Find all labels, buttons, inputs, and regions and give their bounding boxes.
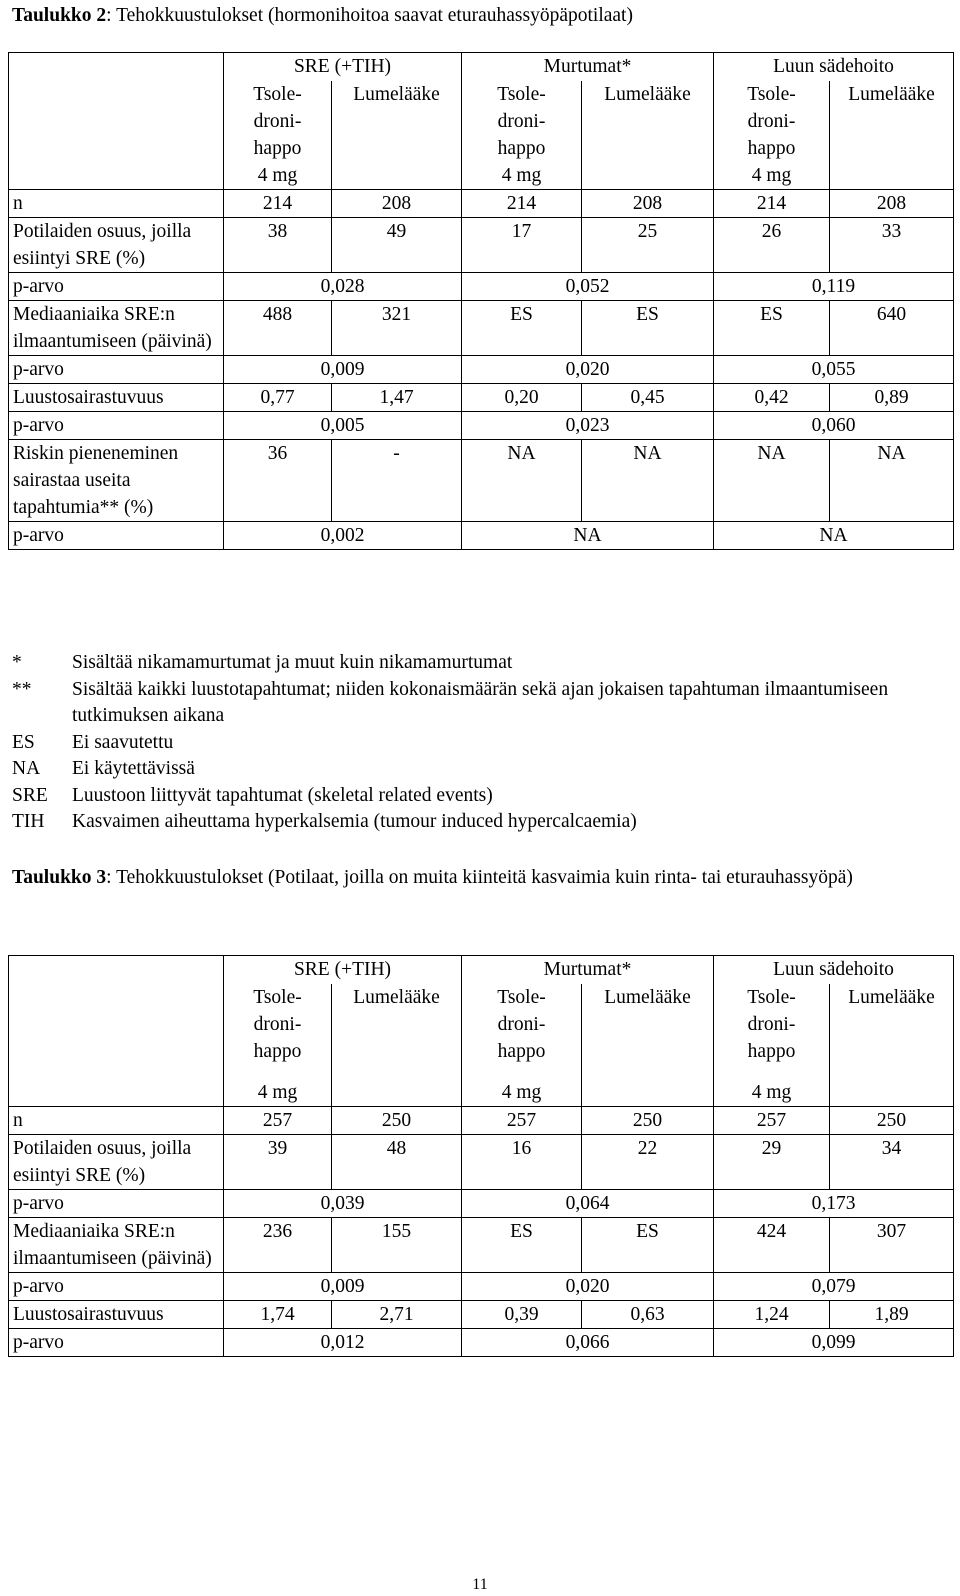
cell-value: 321: [332, 301, 462, 356]
cell-value: 214: [462, 190, 582, 218]
cell-value: 250: [582, 1107, 714, 1135]
cell-value: NA: [462, 440, 582, 522]
row-label: p-arvo: [9, 273, 224, 301]
cell-value: 1,89: [830, 1301, 954, 1329]
table3-row: [9, 1135, 954, 1190]
footnotes: [12, 650, 952, 836]
cell-value: 214: [224, 190, 332, 218]
cell-value: ES: [582, 301, 714, 356]
p-value: 0,005: [224, 412, 462, 440]
cell-value: 208: [830, 190, 954, 218]
table3-group-radiotherapy: Luun sädehoito: [714, 956, 954, 984]
cell-value: 26: [714, 218, 830, 273]
table3-sub-header-row: [9, 984, 954, 1107]
cell-value: -: [332, 440, 462, 522]
page-number: 11: [472, 1576, 488, 1593]
table2-sub-drug: Tsole- droni- happo 4 mg: [224, 81, 332, 190]
table2-sub-placebo: Lumelääke: [332, 81, 462, 190]
table3-row: [9, 1329, 954, 1357]
cell-value: 640: [830, 301, 954, 356]
footnote-item: * Sisältää nikamamurtumat ja muut kuin nikamamurtumat: [12, 652, 513, 673]
cell-value: 155: [332, 1218, 462, 1273]
table3-sub-drug: Tsole- droni- happo 4 mg: [224, 984, 332, 1107]
table2-group-radiotherapy: Luun sädehoito: [714, 53, 954, 81]
footnote-item: SRE Luustoon liittyvät tapahtumat (skeletal related events): [12, 784, 493, 806]
cell-value: 424: [714, 1218, 830, 1273]
row-label: n: [9, 1107, 224, 1135]
cell-value: 0,89: [830, 384, 954, 412]
table3-sub-placebo: Lumelääke: [582, 984, 714, 1107]
cell-value: 1,47: [332, 384, 462, 412]
table3-row: [9, 1301, 954, 1329]
p-value: 0,012: [224, 1329, 462, 1357]
cell-value: 22: [582, 1135, 714, 1190]
cell-value: 257: [224, 1107, 332, 1135]
table2-row: [9, 384, 954, 412]
table2-sub-header-row: [9, 81, 954, 190]
table2-caption-label: Taulukko 2: [12, 5, 107, 26]
row-label: Potilaiden osuus, joilla esiintyi SRE (%): [9, 218, 224, 273]
cell-value: 25: [582, 218, 714, 273]
cell-value: 38: [224, 218, 332, 273]
cell-value: 250: [830, 1107, 954, 1135]
footnote-item: TIH Kasvaimen aiheuttama hyperkalsemia (tumour induced hypercalcaemia): [12, 811, 637, 832]
table3: [8, 955, 954, 1357]
row-label: p-arvo: [9, 356, 224, 384]
p-value: 0,055: [714, 356, 954, 384]
p-value: 0,039: [224, 1190, 462, 1218]
row-label: Mediaaniaika SRE:n ilmaantumiseen (päivinä): [9, 301, 224, 356]
footnote-item: ES Ei saavutettu: [12, 731, 174, 753]
cell-value: 0,77: [224, 384, 332, 412]
cell-value: 29: [714, 1135, 830, 1190]
cell-value: 257: [462, 1107, 582, 1135]
table3-group-sre: SRE (+TIH): [224, 956, 462, 984]
table2-body: [9, 190, 954, 550]
table2-sub-placebo: Lumelääke: [582, 81, 714, 190]
cell-value: 208: [332, 190, 462, 218]
table3-row: [9, 1218, 954, 1273]
p-value: 0,023: [462, 412, 714, 440]
table2-row: [9, 218, 954, 273]
cell-value: 16: [462, 1135, 582, 1190]
cell-value: 48: [332, 1135, 462, 1190]
cell-value: NA: [830, 440, 954, 522]
table3-sub-placebo: Lumelääke: [830, 984, 954, 1107]
cell-value: 0,42: [714, 384, 830, 412]
p-value: NA: [714, 522, 954, 550]
p-value: 0,052: [462, 273, 714, 301]
cell-value: 250: [332, 1107, 462, 1135]
table2-row: [9, 412, 954, 440]
p-value: 0,009: [224, 1273, 462, 1301]
table3-group-fractures: Murtumat*: [462, 956, 714, 984]
row-label: Mediaaniaika SRE:n ilmaantumiseen (päivinä): [9, 1218, 224, 1273]
table2-caption-text: : Tehokkuustulokset (hormonihoitoa saavat eturauhassyöpäpotilaat): [106, 5, 633, 26]
cell-value: 36: [224, 440, 332, 522]
p-value: 0,064: [462, 1190, 714, 1218]
p-value: 0,119: [714, 273, 954, 301]
p-value: 0,173: [714, 1190, 954, 1218]
row-label: n: [9, 190, 224, 218]
table3-caption-label: Taulukko 3: [12, 867, 107, 888]
cell-value: 257: [714, 1107, 830, 1135]
cell-value: 1,24: [714, 1301, 830, 1329]
p-value: 0,009: [224, 356, 462, 384]
table2-row: [9, 301, 954, 356]
cell-value: 0,63: [582, 1301, 714, 1329]
p-value: 0,020: [462, 1273, 714, 1301]
table3-row: [9, 1107, 954, 1135]
p-value: 0,060: [714, 412, 954, 440]
table2-group-sre: SRE (+TIH): [224, 53, 462, 81]
table3-sub-placebo: Lumelääke: [332, 984, 462, 1107]
cell-value: ES: [462, 301, 582, 356]
row-label: p-arvo: [9, 1190, 224, 1218]
table3-caption-text: : Tehokkuustulokset (Potilaat, joilla on muita kiinteitä kasvaimia kuin rinta- tai eturauhassyöpä): [106, 867, 853, 888]
cell-value: 208: [582, 190, 714, 218]
cell-value: NA: [714, 440, 830, 522]
table3-body: [9, 1107, 954, 1357]
cell-value: 307: [830, 1218, 954, 1273]
row-label: Luustosairastuvuus: [9, 384, 224, 412]
row-label: p-arvo: [9, 1273, 224, 1301]
cell-value: 488: [224, 301, 332, 356]
p-value: 0,020: [462, 356, 714, 384]
row-label: p-arvo: [9, 1329, 224, 1357]
p-value: 0,099: [714, 1329, 954, 1357]
table3-row: [9, 1190, 954, 1218]
table2-row: [9, 273, 954, 301]
table2-row: [9, 440, 954, 522]
row-label: p-arvo: [9, 412, 224, 440]
table3-group-header-row: [9, 956, 954, 984]
table2-sub-drug: Tsole- droni- happo 4 mg: [714, 81, 830, 190]
table2-row: [9, 522, 954, 550]
table3-caption: [12, 864, 947, 891]
cell-value: 0,20: [462, 384, 582, 412]
row-label: Potilaiden osuus, joilla esiintyi SRE (%): [9, 1135, 224, 1190]
cell-value: 34: [830, 1135, 954, 1190]
table3-row: [9, 1273, 954, 1301]
cell-value: NA: [582, 440, 714, 522]
p-value: 0,079: [714, 1273, 954, 1301]
table3-sub-drug: Tsole- droni- happo 4 mg: [462, 984, 582, 1107]
table2-row: [9, 190, 954, 218]
row-label: Riskin pieneneminen sairastaa useita tapahtumia** (%): [9, 440, 224, 522]
row-label: Luustosairastuvuus: [9, 1301, 224, 1329]
cell-value: 39: [224, 1135, 332, 1190]
cell-value: 0,39: [462, 1301, 582, 1329]
cell-value: 0,45: [582, 384, 714, 412]
cell-value: 49: [332, 218, 462, 273]
table2-sub-drug: Tsole- droni- happo 4 mg: [462, 81, 582, 190]
table2-sub-placebo: Lumelääke: [830, 81, 954, 190]
cell-value: ES: [714, 301, 830, 356]
cell-value: 1,74: [224, 1301, 332, 1329]
table2: [8, 52, 954, 550]
row-label: p-arvo: [9, 522, 224, 550]
p-value: 0,002: [224, 522, 462, 550]
table2-row: [9, 356, 954, 384]
cell-value: ES: [462, 1218, 582, 1273]
cell-value: ES: [582, 1218, 714, 1273]
cell-value: 214: [714, 190, 830, 218]
cell-value: 236: [224, 1218, 332, 1273]
table2-group-fractures: Murtumat*: [462, 53, 714, 81]
footnote-item: NA Ei käytettävissä: [12, 758, 195, 779]
p-value: NA: [462, 522, 714, 550]
cell-value: 33: [830, 218, 954, 273]
table2-caption: [12, 2, 947, 29]
table3-sub-drug: Tsole- droni- happo 4 mg: [714, 984, 830, 1107]
cell-value: 2,71: [332, 1301, 462, 1329]
cell-value: 17: [462, 218, 582, 273]
p-value: 0,028: [224, 273, 462, 301]
p-value: 0,066: [462, 1329, 714, 1357]
table2-group-header-row: [9, 53, 954, 81]
footnote-item: ** Sisältää kaikki luustotapahtumat; niiden kokonaismäärän sekä ajan jokaisen tapahtuman ilmaantumiseen tutkimuksen aikana: [12, 678, 889, 726]
